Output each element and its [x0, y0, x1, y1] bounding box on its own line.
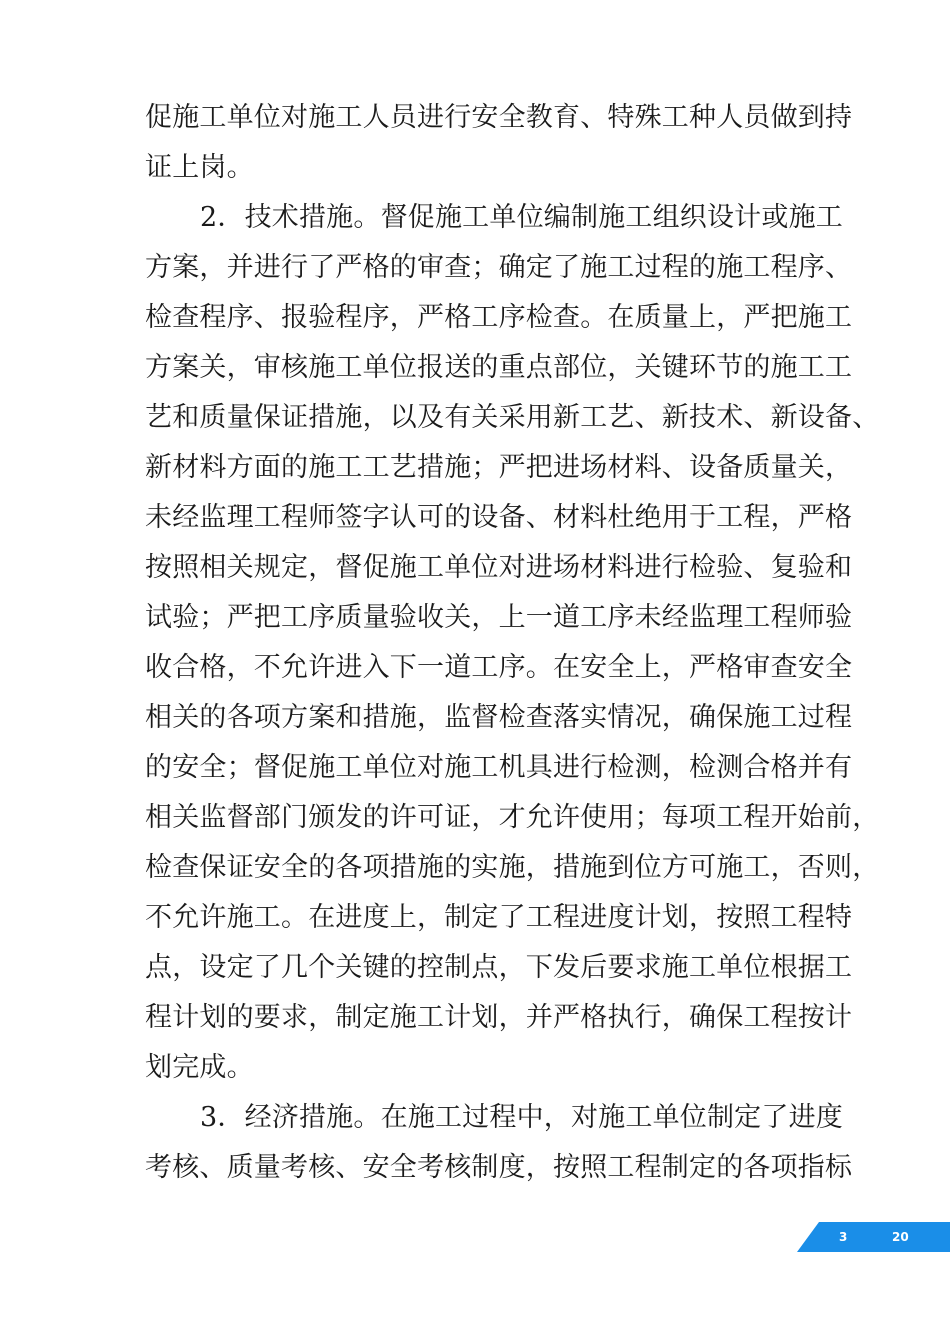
current-page-number: 3 — [839, 1230, 848, 1244]
body-text-line: 的安全；督促施工单位对施工机具进行检测，检测合格并有 — [145, 752, 853, 783]
body-text-line: 考核、质量考核、安全考核制度，按照工程制定的各项指标 — [145, 1152, 853, 1183]
body-text-line: 证上岗。 — [145, 152, 254, 183]
body-text-line: 按照相关规定，督促施工单位对进场材料进行检验、复验和 — [145, 552, 853, 583]
body-text-line: 艺和质量保证措施，以及有关采用新工艺、新技术、新设备、 — [145, 402, 880, 433]
body-text-line: 收合格，不允许进入下一道工序。在安全上，严格审查安全 — [145, 652, 853, 683]
body-text-line: 促施工单位对施工人员进行安全教育、特殊工种人员做到持 — [145, 102, 853, 133]
body-text-line: 点，设定了几个关键的控制点，下发后要求施工单位根据工 — [145, 952, 853, 983]
total-page-count: 20 — [892, 1230, 909, 1244]
paragraph-start-line: 3．经济措施。在施工过程中，对施工单位制定了进度 — [200, 1102, 843, 1133]
body-text-line: 不允许施工。在进度上，制定了工程进度计划，按照工程特 — [145, 902, 853, 933]
body-text-line: 相关的各项方案和措施，监督检查落实情况，确保施工过程 — [145, 702, 853, 733]
body-text-line: 检查保证安全的各项措施的实施，措施到位方可施工，否则， — [145, 852, 880, 883]
body-text-line: 新材料方面的施工工艺措施；严把进场材料、设备质量关， — [145, 452, 853, 483]
body-text-line: 试验；严把工序质量验收关，上一道工序未经监理工程师验 — [145, 602, 853, 633]
page-number-tab — [797, 1222, 950, 1252]
body-text-line: 检查程序、报验程序，严格工序检查。在质量上，严把施工 — [145, 302, 853, 333]
body-text-line: 划完成。 — [145, 1052, 254, 1083]
body-text-line: 未经监理工程师签字认可的设备、材料杜绝用于工程，严格 — [145, 502, 853, 533]
paragraph-start-line: 2．技术措施。督促施工单位编制施工组织设计或施工 — [200, 202, 843, 233]
body-text-line: 方案关，审核施工单位报送的重点部位，关键环节的施工工 — [145, 352, 853, 383]
body-text-line: 方案，并进行了严格的审查；确定了施工过程的施工程序、 — [145, 252, 853, 283]
body-text-line: 相关监督部门颁发的许可证，才允许使用；每项工程开始前， — [145, 802, 880, 833]
body-text-line: 程计划的要求，制定施工计划，并严格执行，确保工程按计 — [145, 1002, 853, 1033]
